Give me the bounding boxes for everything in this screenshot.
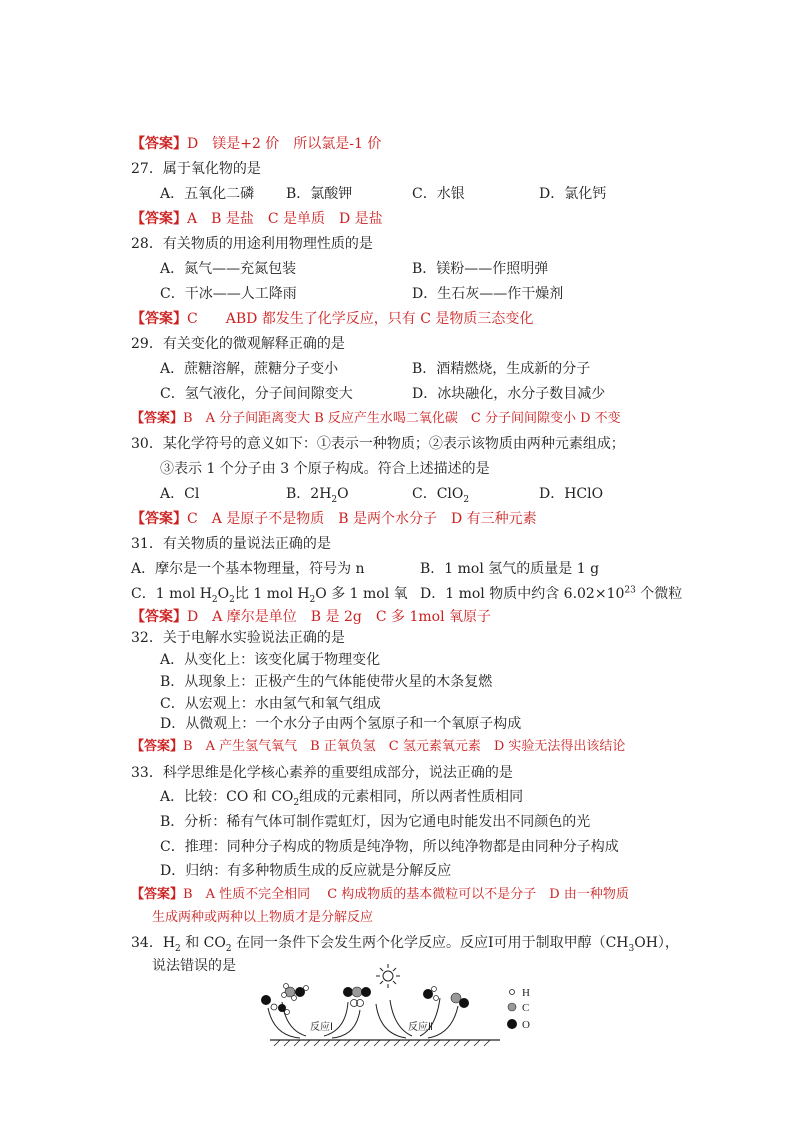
q31-option-d: D．1 mol 物质中约含 $6.02\times 10^{23}$ 个微粒 <box>420 585 683 602</box>
q30-option-a: A．Cl <box>160 486 200 502</box>
answer-26: 【答案】D 镁是+2 价 所以氯是-1 价 <box>131 136 382 152</box>
h2-molecule-left <box>261 995 277 1010</box>
q29-option-a: A．蔗糖溶解，蔗糖分子变小 <box>160 361 339 377</box>
q31-option-c: C．1 mol $H_2O_2$比 1 mol $H_2O$ 多 1 mol 氧 <box>131 586 408 605</box>
q28-option-a: A．氮气——充氮包装 <box>160 261 297 277</box>
water-molecule-right <box>423 987 439 1001</box>
q27-option-d: D．氯化钙 <box>539 186 607 202</box>
legend <box>507 987 530 1031</box>
question-32: 32．关于电解水实验说法正确的是 <box>131 630 345 646</box>
q31-option-a: A．摩尔是一个基本物理量，符号为 n <box>131 561 365 577</box>
answer-33-line-1: 【答案】B A 性质不完全相同 C 构成物质的基本微粒可以不是分子 D 由一种物质 <box>131 887 629 902</box>
q32-option-c: C．从宏观上：水由氢气和氧气组成 <box>160 696 381 712</box>
q29-option-d: D．冰块融化，水分子数目减少 <box>412 386 606 402</box>
question-29: 29．有关变化的微观解释正确的是 <box>131 336 345 352</box>
question-30-line-1: 30．某化学符号的意义如下：①表示一种物质；②表示该物质由两种元素组成； <box>131 436 625 452</box>
answer-29: 【答案】B A 分子间距离变大 B 反应产生水喝二氧化碳 C 分子间间隙变小 D 不变 <box>131 411 621 426</box>
q27-option-a: A．五氧化二磷 <box>160 186 255 202</box>
question-33: 33．科学思维是化学核心素养的重要组成部分，说法正确的是 <box>131 765 513 781</box>
answer-28: 【答案】C ABD 都发生了化学反应，只有 C 是物质三态变化 <box>131 311 534 327</box>
answer-32: 【答案】B A 产生氢气氧气 B 正氧负氢 C 氢元素氧元素 D 实验无法得出该结论 <box>131 739 626 754</box>
q32-option-b: B．从现象上：正极产生的气体能使带火星的木条复燃 <box>160 674 493 690</box>
q33-option-c: C．推理：同种分子构成的物质是纯净物，所以纯净物都是由同种分子构成 <box>160 839 619 855</box>
legend-o: O <box>522 1019 530 1031</box>
q30-option-b: B．$2H_2O$ <box>286 486 349 505</box>
question-30-line-2: ③表示 1 个分子由 3 个原子构成。符合上述描述的是 <box>160 461 490 477</box>
q29-option-c: C．氢气液化，分子间间隙变大 <box>160 386 353 402</box>
q33-option-d: D．归纳：有多种物质生成的反应就是分解反应 <box>160 863 452 879</box>
methanol-molecule <box>282 984 309 1001</box>
answer-33-line-2: 生成两种或两种以上物质才是分解反应 <box>152 910 374 925</box>
q30-option-d: D．HClO <box>539 486 604 502</box>
question-34-line-2: 说法错误的是 <box>152 958 236 974</box>
q32-option-a: A．从变化上：该变化属于物理变化 <box>160 652 381 668</box>
water-molecule-left <box>278 1004 290 1015</box>
q33-option-a: A．比较：CO 和 $CO_2$组成的元素相同，所以两者性质相同 <box>160 789 524 808</box>
answer-30: 【答案】C A 是原子不是物质 B 是两个水分子 D 有三种元素 <box>131 511 537 527</box>
co2-molecule-center <box>343 987 371 997</box>
q28-option-d: D．生石灰——作干燥剂 <box>412 286 564 302</box>
reaction-2-label: 反应Ⅱ <box>408 1022 433 1033</box>
q28-option-c: C．干冰——人工降雨 <box>160 286 297 302</box>
reaction-1-label: 反应Ⅰ <box>310 1022 333 1033</box>
legend-c: C <box>522 1002 530 1014</box>
reaction-diagram <box>260 958 560 1054</box>
legend-h: H <box>522 987 530 999</box>
q27-option-b: B．氯酸钾 <box>286 186 353 202</box>
co-molecule-center <box>351 1000 364 1007</box>
co-molecule-right <box>451 993 469 1008</box>
sun-icon <box>376 964 400 988</box>
q28-option-b: B．镁粉——作照明弹 <box>412 261 549 277</box>
answer-27: 【答案】A B 是盐 C 是单质 D 是盐 <box>131 211 383 227</box>
ground-hatch <box>274 1040 490 1046</box>
q30-option-c: C．ClO$_2$ <box>412 486 470 505</box>
answer-31: 【答案】D A 摩尔是单位 B 是 2g C 多 1mol 氧原子 <box>131 609 491 625</box>
q33-option-b: B．分析：稀有气体可制作霓虹灯，因为它通电时能发出不同颜色的光 <box>160 814 591 830</box>
question-28: 28．有关物质的用途利用物理性质的是 <box>131 236 373 252</box>
question-31: 31．有关物质的量说法正确的是 <box>131 536 331 552</box>
question-27: 27．属于氧化物的是 <box>131 161 261 177</box>
question-34-line-1: 34．$H_2$ 和 $CO_2$ 在同一条件下会发生两个化学反应。反应Ⅰ可用于制取甲醇$(CH_3OH)$， <box>131 935 679 954</box>
q31-option-b: B．1 mol 氢气的质量是 1 g <box>420 561 600 577</box>
q27-option-c: C．水银 <box>412 186 465 202</box>
q32-option-d: D．从微观上：一个水分子由两个氢原子和一个氧原子构成 <box>160 716 522 732</box>
reaction-figure <box>260 958 560 1054</box>
q29-option-b: B．酒精燃烧，生成新的分子 <box>412 361 591 377</box>
